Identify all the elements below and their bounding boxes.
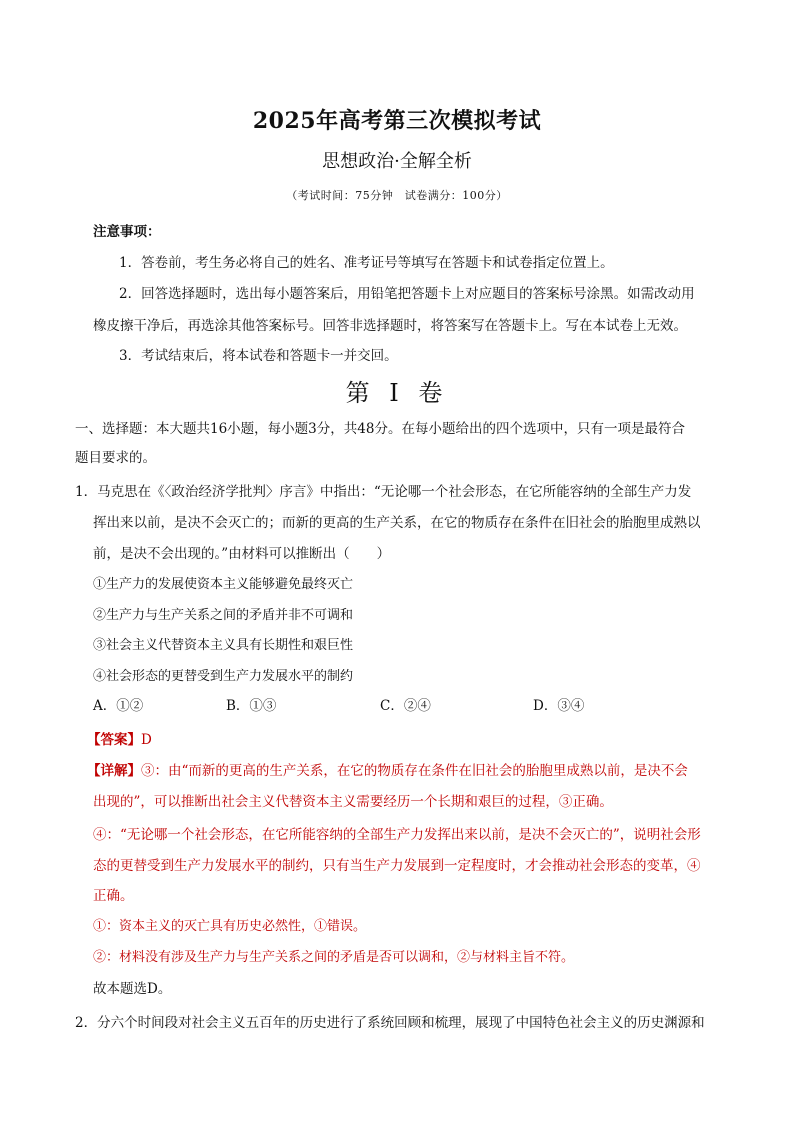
q1-option-c: C．②④ <box>380 698 431 714</box>
q1-option-d: D．③④ <box>533 698 585 714</box>
q1-statement: ③社会主义代替资本主义具有长期性和艰巨性 <box>93 638 354 653</box>
page-subtitle: 思想政治·全解全析 <box>322 151 472 172</box>
q1-conclusion: 故本题选D。 <box>93 981 172 997</box>
notice-item-3: 3．考试结束后，将本试卷和答题卡一并交回。 <box>119 348 398 364</box>
section-intro-cont: 题目要求的。 <box>75 450 156 466</box>
q1-statement: ①生产力的发展使资本主义能够避免最终灭亡 <box>93 577 354 592</box>
q1-detail-line-5: 正确。 <box>93 888 134 904</box>
q1-detail-line-3: ④：“无论哪一个社会形态，在它所能容纳的全部生产力发挥出来以前，是决不会灭亡的”，说明社会形 <box>93 827 701 843</box>
q1-statement: ②生产力与生产关系之间的矛盾并非不可调和 <box>93 608 354 623</box>
page-title: 2025年高考第三次模拟考试 <box>252 108 542 134</box>
notice-item-2: 2．回答选择题时，选出每小题答案后，用铅笔把答题卡上对应题目的答案标号涂黑。如需改动用 <box>119 286 695 302</box>
answer-value: D <box>141 732 152 748</box>
q1-detail-line-4: 态的更替受到生产力发展水平的制约，只有当生产力发展到一定程度时，才会推动社会形态的变革，④ <box>93 858 701 874</box>
q1-detail-line-7: ②：材料没有涉及生产力与生产关系之间的矛盾是否可以调和，②与材料主旨不符。 <box>93 950 575 965</box>
q1-option-a: A．①② <box>93 698 144 714</box>
q1-stem-line-1: 1．马克思在《〈政治经济学批判〉序言》中指出：“无论哪一个社会形态，在它所能容纳的全部生产力发 <box>75 484 692 500</box>
answer-label: 【答案】 <box>87 732 141 748</box>
section-intro: 一、选择题：本大题共16小题，每小题3分，共48分。在每小题给出的四个选项中，只有一项是最符合 <box>75 421 685 437</box>
volume-heading: 第 I 卷 <box>345 379 449 407</box>
q1-option-b: B．①③ <box>226 698 277 714</box>
detail-label: 【详解】 <box>87 763 141 779</box>
q1-detail-line-1 <box>87 759 688 779</box>
notice-heading: 注意事项： <box>93 224 161 240</box>
q1-detail-line-2: 出现的”，可以推断出社会主义代替资本主义需要经历一个长期和艰巨的过程，③正确。 <box>93 794 613 810</box>
q1-stem-line-3: 前，是决不会出现的。”由材料可以推断出（ ） <box>93 546 391 562</box>
q1-detail-line-6: ①：资本主义的灭亡具有历史必然性，①错误。 <box>93 919 367 934</box>
exam-info: （考试时间：75分钟 试卷满分：100分） <box>286 189 508 202</box>
detail-text: ③：由“而新的更高的生产关系，在它的物质存在条件在旧社会的胎胞里成熟以前，是决不会 <box>141 763 688 779</box>
q1-answer <box>87 728 152 748</box>
q2-stem-line-1: 2．分六个时间段对社会主义五百年的历史进行了系统回顾和梳理，展现了中国特色社会主义的历史渊源和 <box>75 1015 705 1031</box>
q1-stem-line-2: 挥出来以前，是决不会灭亡的；而新的更高的生产关系，在它的物质存在条件在旧社会的胎胞里成熟以 <box>93 515 701 531</box>
q1-statement: ④社会形态的更替受到生产力发展水平的制约 <box>93 669 354 684</box>
notice-item-2-cont: 橡皮擦干净后，再选涂其他答案标号。回答非选择题时，将答案写在答题卡上。写在本试卷上无效。 <box>93 318 687 334</box>
notice-item-1: 1．答卷前，考生务必将自己的姓名、准考证号等填写在答题卡和试卷指定位置上。 <box>119 255 614 271</box>
